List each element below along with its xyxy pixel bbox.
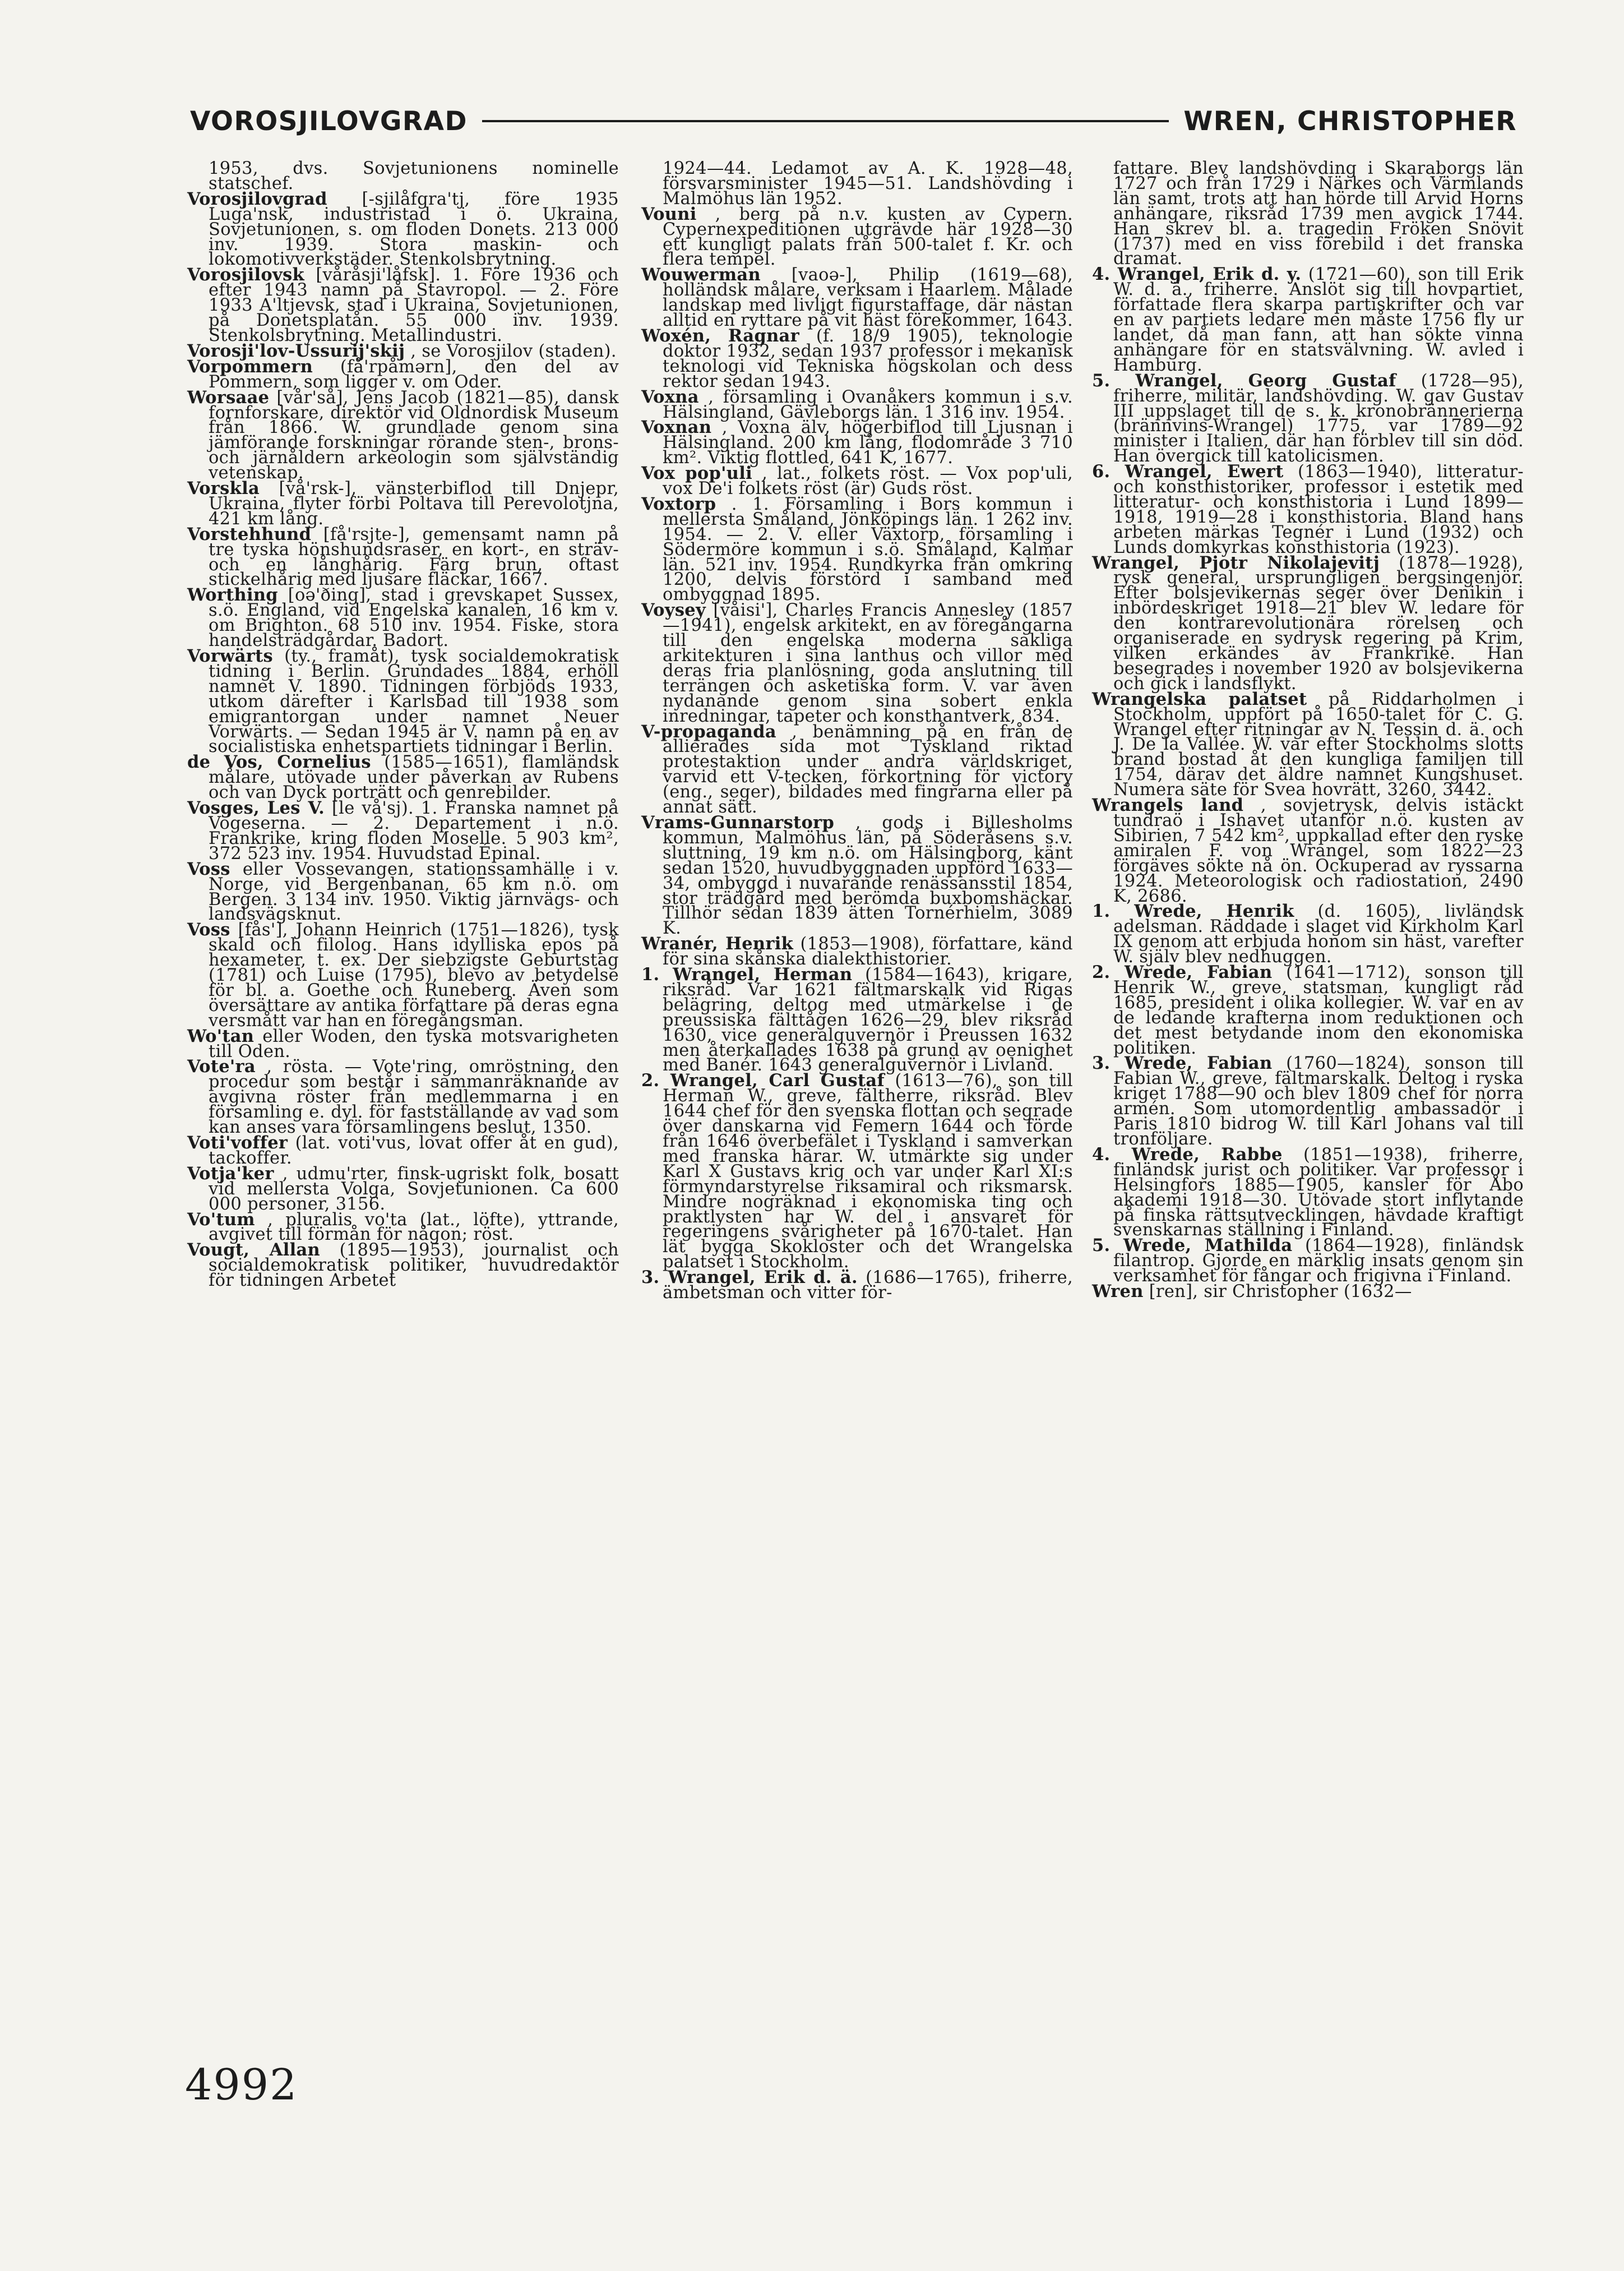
- entry-body: (1853—1908), författare, känd för sina skånska dialekthistorier.: [663, 934, 1073, 970]
- dictionary-entry: [641, 204, 1073, 270]
- dictionary-entry: [641, 325, 1073, 391]
- dictionary-entry: [1092, 1053, 1524, 1149]
- dictionary-entry: [187, 1209, 619, 1245]
- entry-body: , udmu'rter, finsk-ugriskt folk, bosatt vid mellersta Volga, Sovjetunionen. Ca 600 000 personer, 3156.: [209, 1164, 619, 1214]
- entry-headword: 4. Wrede, Rabbe: [1092, 1144, 1283, 1165]
- dictionary-entry: [641, 1267, 1074, 1303]
- dictionary-entry: [641, 161, 1073, 207]
- entry-headword: Vorstehhund: [187, 524, 312, 544]
- entry-body: (1585—1651), flamländsk målare, utövade under påverkan av Rubens och van Dyck porträtt och genrebilder.: [209, 753, 619, 803]
- entry-body: [vaoə-], Philip (1619—68), holländsk målare, verksam i Haarlem. Målade landskap med livligt figurstaffage, där nästan alltid en ryttare på vit häst förekommer, 1643.: [663, 265, 1073, 331]
- dictionary-entry: [187, 646, 619, 757]
- header-rule: [482, 120, 1169, 122]
- header-right-guide-word: WREN, CHRISTOPHER: [1183, 105, 1517, 137]
- dictionary-entry: [1092, 264, 1524, 375]
- entry-body: [våråsji'låfsk]. 1. Före 1936 och efter 1943 namn på Stavropol. — 2. Före 1933 A'ltjevsk, stad i Ukraina, Sovjetunionen, på Donetsplatån. 55 000 inv. 1939. Stenkolsbrytning. Metallindustri.: [209, 265, 619, 345]
- dictionary-entry: [187, 585, 619, 651]
- dictionary-entry: [187, 920, 619, 1031]
- entry-headword: Vote'ra: [187, 1056, 256, 1077]
- entry-body: , rösta. — Vote'ring, omröstning, den procedur som består i sammanräknande av avgivna röster från medlemmarna i en församling e. dyl. för fastställande av vad som kan anses vara församlingens beslut, 1350.: [209, 1057, 619, 1138]
- dictionary-entry: [187, 161, 619, 192]
- dictionary-entry: [187, 798, 619, 864]
- entry-headword: Vouni: [641, 204, 697, 224]
- entry-body: , se Vorosjilov (staden).: [410, 341, 617, 361]
- entry-headword: de Vos, Cornelius: [187, 752, 371, 773]
- dictionary-entry: [187, 188, 619, 270]
- dictionary-entry: [1092, 161, 1524, 267]
- entry-body: , sovjetrysk, delvis istäckt tundraö i Ishavet utanför n.ö. kusten av Sibirien, 7 542 km², uppkallad efter den ryske amiralen F. von Wrangel, som 1822—23 förgäves sökte nå ön. Ockuperad av ryssarna 1924. Meteorologisk och radiostation, 2490 K, 2686.: [1113, 796, 1524, 906]
- entry-headword: 4. Wrangel, Erik d. y.: [1092, 264, 1302, 285]
- entry-body: (1686—1765), friherre, ämbetsman och vitter för-: [663, 1268, 1074, 1303]
- entry-headword: Wrangelska palatset: [1092, 689, 1307, 709]
- dictionary-entry: [187, 1056, 619, 1138]
- dictionary-entry: [187, 1026, 619, 1061]
- entry-body: (1641—1712), sonson till Henrik W., greve, statsman, kungligt råd 1685, president i olika kollegier. W. var en av de ledande krafterna inom reduktionen och det mest betydande inom den ekonomiska politiken.: [1113, 963, 1524, 1058]
- dictionary-entry: [187, 356, 619, 392]
- entry-headword: 2. Wrangel, Carl Gustaf: [641, 1070, 885, 1091]
- dictionary-entry: [641, 493, 1073, 605]
- entry-headword: Vorosji'lov-Ussurij'skij: [187, 340, 405, 361]
- entry-body: , församling i Ovanåkers kommun i s.v. Hälsingland, Gävleborgs län. 1 316 inv. 1954.: [663, 387, 1073, 422]
- entry-headword: Wouwerman: [641, 265, 761, 285]
- dictionary-entry: [641, 600, 1074, 726]
- entry-body: eller Vossevangen, stationssamhälle i v. Norge, vid Bergenbanan, 65 km n.ö. om Bergen. 3 134 inv. 1950. Viktig järnvägs- och landsvägsknut.: [209, 859, 619, 925]
- entry-body: [ren], sir Christopher (1632—: [1149, 1282, 1412, 1302]
- entry-body: [vår'så], Jens Jacob (1821—85), dansk fornforskare, direktör vid Oldnordisk Museum från 1866. W. grundlade genom sina jämförande forskningar rörande sten-, brons- och järnåldern arkeologin som självständig vetenskap.: [209, 387, 619, 483]
- entry-body: , benämning på en från de allierades sida mot Tyskland riktad protestaktion under andra världskriget, varvid ett V-tecken, förkortning för victory (eng., seger), bildades med fingrarna eller på annat sätt.: [663, 722, 1073, 818]
- dictionary-entry: [1092, 901, 1524, 967]
- dictionary-entry: [1092, 689, 1524, 800]
- entry-headword: Voxtorp: [641, 493, 716, 514]
- entry-body: [få'rsjte-], gemensamt namn på tre tyska hönshundsraser, en kort-, en sträv- och en långhårig. Färg brun, oftast stickelhårig med ljusare fläckar, 1667.: [209, 524, 619, 590]
- dictionary-entry: [187, 478, 619, 529]
- entry-body: (1584—1643), krigare, riksråd. Var 1621 fältmarskalk vid Rigas belägring, deltog med utmärkelse i de preussiska fälttågen 1626—29, blev riksråd 1630, vice generalguvernör i Preussen 1632 men återkallades 1638 på grund av oenighet med Banér. 1643 generalguvernör i Livland.: [663, 965, 1073, 1076]
- entry-headword: Vo'tum: [187, 1209, 255, 1230]
- column-2: [641, 161, 1073, 1301]
- entry-headword: Wo'tan: [187, 1026, 255, 1046]
- entry-body: eller Woden, den tyska motsvarigheten till Oden.: [209, 1026, 619, 1061]
- entry-headword: 3. Wrede, Fabian: [1092, 1053, 1273, 1074]
- entry-body: (lat. voti'vus, lovat offer åt en gud), tackoffer.: [209, 1133, 619, 1168]
- dictionary-entry: [641, 1070, 1073, 1272]
- entry-body: [oə'ðing], stad i grevskapet Sussex, s.ö. England, vid Engelska kanalen, 16 km v. om Brighton. 68 510 inv. 1954. Fiske, stora handelsträdgårdar. Badort.: [209, 585, 619, 651]
- entry-body: (1721—60), son till Erik W. d. ä., friherre. Anslöt sig till hovpartiet, författade flera skarpa partiskrifter och var en av partiets ledare men måste 1756 fly ur landet, då man fann, att han sökte vinna anhängare för en statsvälvning. W. avled i Hamburg.: [1113, 265, 1524, 375]
- entry-headword: Vosges, Les V.: [187, 798, 325, 819]
- entry-body: fattare. Blev landshövding i Skaraborgs län 1727 och från 1729 i Närkes och Värmlands län samt, trots att han hörde till Arvid Horns anhängare, riksråd 1739 men avgick 1744. Han skrev bl. a. tragedin Fröken Snövit (1737) med en viss förebild i det franska dramat.: [1113, 159, 1524, 269]
- column-3: [1092, 161, 1524, 1300]
- entry-headword: Wrangels land: [1092, 795, 1244, 816]
- entry-headword: Vorosjilovsk: [187, 265, 304, 285]
- entry-headword: Vorosjilovgrad: [187, 188, 327, 209]
- dictionary-entry: [187, 1240, 619, 1291]
- entry-headword: 3. Wrangel, Erik d. ä.: [641, 1267, 858, 1288]
- entry-headword: Voxnan: [641, 417, 712, 438]
- entry-body: (1613—76), son till Herman W., greve, fältherre, riksråd. Blev 1644 chef för den svenska flottan och segrade över danskarna vid Femern 1644 och förde från 1646 överbefälet i Tyskland i samverkan med franska härar. W. utmärkte sig under Karl X Gustavs krig och var under Karl XI:s förmyndarstyrelse riksamiral och riksmarsk. Mindre nogräknad i ekonomiska ting och praktlysten har W. del i ansvaret för regeringens svårigheter på 1670-talet. Han lät bygga Skokloster och det Wrangelska palatset i Stockholm.: [663, 1071, 1073, 1272]
- entry-headword: Woxén, Ragnar: [641, 325, 799, 346]
- dictionary-entry: [187, 1133, 619, 1168]
- entry-body: (1760—1824), sonson till Fabian W., greve, fältmarskalk. Deltog i ryska kriget 1788—90 och blev 1809 chef för norra armén. Som utomordentlig ambassadör i Paris 1810 bidrog W. till Karl Johans val till tronföljare.: [1113, 1054, 1524, 1149]
- entry-body: (1863—1940), litteratur- och konsthistoriker, professor i estetik med litteratur- och konsthistoria i Lund 1899—1918, 1919—28 i konsthistoria. Bland hans arbeten märkas Tegnér i Lund (1932) och Lunds domkyrkas konsthistoria (1923).: [1113, 462, 1524, 557]
- entry-body: 1953, dvs. Sovjetunionens nominelle statschef.: [209, 159, 619, 193]
- dictionary-entry: [1092, 795, 1524, 906]
- entry-body: (1878—1928), rysk general, ursprungligen bergsingenjör. Efter bolsjevikernas seger över Denikin i inbördeskriget 1918—21 blev W. ledare för den kontrarevolutionära rörelsen och organiserade en sydrysk regering på Krim, vilken erkändes av Frankrike. Han besegrades i november 1920 av bolsjevikerna och gick i landsflykt.: [1113, 553, 1524, 694]
- dictionary-entry: [641, 964, 1073, 1076]
- entry-body: (1895—1953), journalist och socialdemokratisk politiker, huvudredaktör för tidningen Arbetet: [209, 1240, 619, 1291]
- dictionary-entry: [641, 812, 1073, 939]
- entry-headword: 5. Wrangel, Georg Gustaf: [1092, 370, 1396, 391]
- dictionary-entry: [641, 934, 1073, 970]
- entry-headword: Voss: [187, 858, 230, 879]
- dictionary-entry: [1092, 1144, 1524, 1240]
- dictionary-entry: [187, 524, 619, 590]
- entry-headword: Vrams-Gunnarstorp: [641, 812, 835, 833]
- entry-body: , pluralis vo'ta (lat., löfte), yttrande, avgivet till förmån för någon; röst.: [209, 1210, 619, 1245]
- dictionary-entry: [1092, 552, 1524, 694]
- entry-body: [le vå'sj). 1. Franska namnet på Vogeserna. — 2. Departement i n.ö. Frankrike, kring floden Moselle. 5 903 km², 372 523 inv. 1954. Huvudstad Épinal.: [209, 798, 619, 864]
- entry-headword: Vorpommern: [187, 356, 313, 377]
- entry-headword: Vox pop'uli: [641, 463, 753, 484]
- entry-body: , berg på n.v. kusten av Cypern. Cypernexpeditionen utgrävde här 1928—30 ett kungligt palats från 500-talet f. Kr. och flera tempel.: [663, 204, 1073, 270]
- entry-body: . 1. Församling i Bors kommun i mellersta Småland, Jönköpings län. 1 262 inv. 1954. — 2. V. eller Växtorp, församling i Södermöre kommun i s.ö. Småland, Kalmar län. 521 inv. 1954. Rundkyrka från omkring 1200, delvis förstörd i samband med ombyggnad 1895.: [663, 494, 1073, 605]
- entry-body: 1924—44. Ledamot av A. K. 1928—48, försvarsminister 1945—51. Landshövding i Malmöhus län 1952.: [663, 159, 1073, 209]
- entry-headword: Worthing: [187, 585, 278, 606]
- dictionary-entry: [187, 752, 619, 803]
- entry-headword: 1. Wrede, Henrik: [1092, 901, 1294, 922]
- entry-headword: Wrangel, Pjotr Nikolajevitj: [1092, 552, 1380, 573]
- dictionary-entry: [187, 1163, 619, 1214]
- entry-headword: Vorwärts: [187, 646, 274, 666]
- entry-headword: Votja'ker: [187, 1163, 274, 1184]
- entry-body: [vå'rsk-], vänsterbiflod till Dnjepr, Ukraina, flyter förbi Poltava till Perevolotjna, 421 km lång.: [209, 479, 619, 529]
- dictionary-entry: [1092, 1281, 1524, 1302]
- entry-body: (1728—95), friherre, militär, landshövding. W. gav Gustav III uppslaget till de s. k. kronobrännerierna (brännvins-Wrangel) 1775, var 1789—92 minister i Italien, där han förblev till sin död. Han övergick till katolicismen.: [1113, 371, 1524, 467]
- entry-headword: 1. Wrangel, Herman: [641, 964, 853, 985]
- entry-body: (f. 18/9 1905), teknologie doktor 1932, sedan 1937 professor i mekanisk teknologi vid Tekniska högskolan och dess rektor sedan 1943.: [663, 326, 1073, 391]
- entry-headword: Voysey: [641, 600, 706, 621]
- dictionary-entry: [187, 267, 619, 344]
- entry-body: på Riddarholmen i Stockholm, uppfört på 1650-talet för C. G. Wrangel efter ritningar av N. Tessin d. ä. och J. De la Vallée. W. var efter Stockholms slotts brand bostad åt den kungliga familjen till 1754, därav det äldre namnet Kungshuset. Numera säte för Svea hovrätt, 3260, 3442.: [1113, 689, 1524, 800]
- entry-headword: Vougt, Allan: [187, 1240, 321, 1261]
- entry-body: [-sjilåfgra'tj, före 1935 Luga'nsk, industristad i ö. Ukraina, Sovjetunionen, s. om floden Donets. 213 000 inv. 1939. Stora maskin- och lokomotivverkstäder. Stenkolsbrytning.: [209, 189, 619, 270]
- entry-headword: Worsaae: [187, 387, 270, 408]
- dictionary-entry: [1092, 962, 1524, 1058]
- entry-headword: Voss: [187, 920, 230, 940]
- running-header: [190, 99, 1517, 144]
- dictionary-entry: [641, 463, 1074, 499]
- entry-body: (1851—1938), friherre, finländsk jurist och politiker. Var professor i Helsingfors 1885—1905, kansler för Åbo akademi 1918—30. Utövade stort inflytande på finska rättsutvecklingen, hävdade kraftigt svenskarnas ställning i Finland.: [1113, 1144, 1524, 1240]
- entry-headword: Wranér, Henrik: [641, 934, 794, 954]
- entry-body: [våisi'], Charles Francis Annesley (1857—1941), engelsk arkitekt, en av föregångarna till den engelska moderna sakliga arkitekturen i sina lanthus och villor med deras fria planlösning, goda anslutning till terrängen och asketiska form. V. var även nydanande genom sina sobert enkla inredningar, tapeter och konsthantverk, 834.: [663, 601, 1074, 726]
- entry-body: (få'rpåmərn], den del av Pommern, som ligger v. om Oder.: [209, 357, 619, 392]
- entry-headword: 6. Wrangel, Ewert: [1092, 461, 1284, 482]
- page-number: 4992: [185, 2060, 298, 2110]
- entry-headword: V-propaganda: [641, 721, 776, 742]
- entry-body: , Voxna älv, högerbiflod till Ljusnan i Hälsingland. 200 km lång, flodområde 3 710 km². Viktig flottled, 641 K, 1677.: [663, 418, 1073, 468]
- header-left-guide-word: VOROSJILOVGRAD: [190, 105, 468, 137]
- dictionary-entry: [187, 858, 619, 925]
- entry-body: [fås'], Johann Heinrich (1751—1826), tysk skald och filolog. Hans idylliska epos på hexameter, t. ex. Der siebzigste Geburtstag (1781) och Luise (1795), blevo av betydelse för bl. a. Goethe och Runeberg. Även som översättare av antika författare på deras egna versmått var han en föregångsman.: [209, 920, 619, 1031]
- entry-headword: 5. Wrede, Mathilda: [1092, 1235, 1293, 1256]
- dictionary-entry: [1092, 1235, 1524, 1286]
- dictionary-entry: [641, 721, 1073, 818]
- entry-body: (d. 1605), livländsk adelsman. Räddade i slaget vid Kirkholm Karl IX genom att erbjuda honom sin häst, varefter W. själv blev nedhuggen.: [1113, 902, 1524, 967]
- entry-body: , gods i Billesholms kommun, Malmöhus län, på Söderåsens s.v. sluttning, 19 km n.ö. om Hälsingborg, känt sedan 1520, huvudbyggnaden uppförd 1633—34, ombyggd i nuvarande renässansstil 1854, stor trädgård med berömda buxbomshäckar. Tillhör sedan 1839 ätten Tornérhielm, 3089 K.: [663, 813, 1073, 939]
- dictionary-entry: [1092, 370, 1524, 467]
- dictionary-entry: [641, 417, 1073, 468]
- entry-headword: Voxna: [641, 386, 699, 407]
- dictionary-entry: [1092, 461, 1524, 557]
- entry-body: (ty., framåt), tysk socialdemokratisk tidning i Berlin. Grundades 1884, erhöll namnet V. 1890. Tidningen förbjöds 1933, utkom därefter i Karlsbad till 1938 som emigrantorgan under namnet Neuer Vorwärts. — Sedan 1945 är V. namn på en av socialistiska enhetspartiets tidningar i Berlin.: [209, 647, 619, 757]
- entry-headword: 2. Wrede, Fabian: [1092, 962, 1273, 983]
- entry-headword: Wren: [1092, 1281, 1144, 1302]
- column-1: [187, 161, 619, 1289]
- dictionary-entry: [187, 387, 619, 483]
- entry-body: , lat., folkets röst. — Vox pop'uli, vox De'i folkets röst (är) Guds röst.: [663, 464, 1074, 499]
- dictionary-entry: [641, 386, 1073, 422]
- dictionary-entry: [641, 267, 1073, 329]
- entry-headword: Voti'voffer: [187, 1133, 288, 1153]
- entry-body: (1864—1928), finländsk filantrop. Gjorde en märklig insats genom sin verksamhet för fångar och frigivna i Finland.: [1113, 1236, 1524, 1286]
- entry-headword: Vorskla: [187, 478, 260, 499]
